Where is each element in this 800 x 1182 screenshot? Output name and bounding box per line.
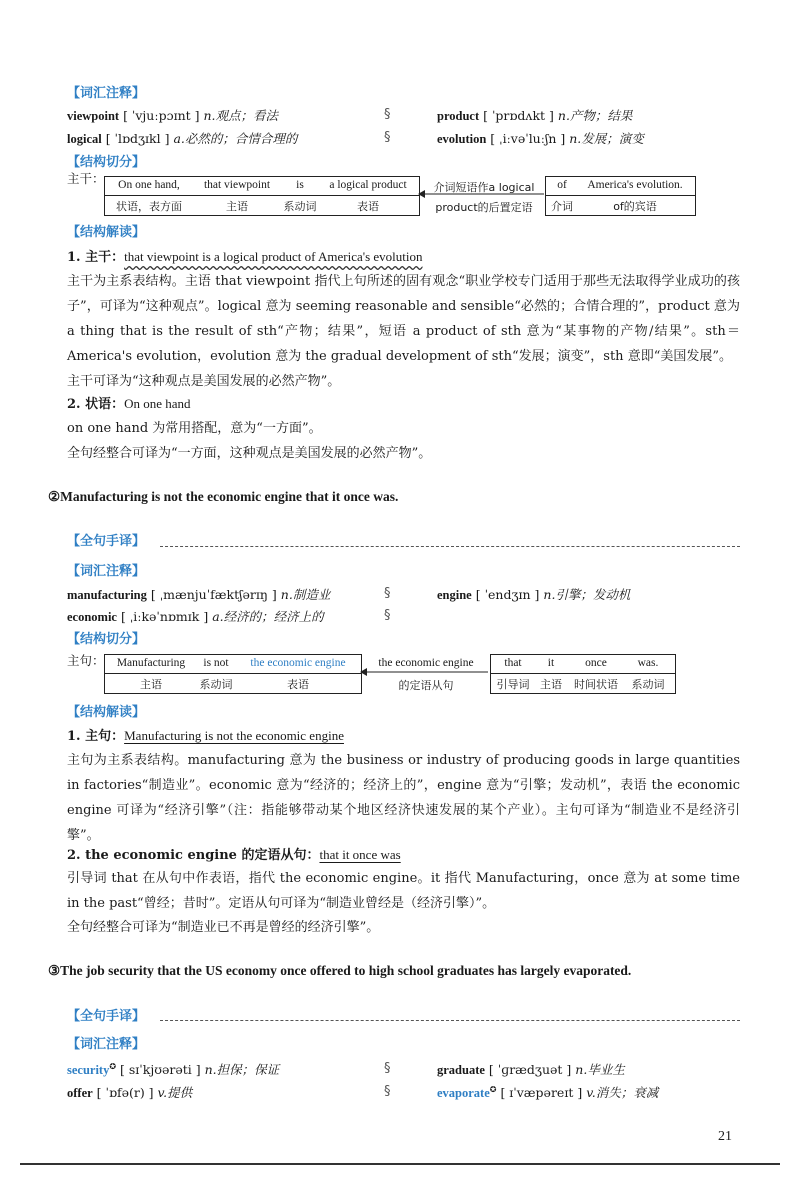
diagram-role: of的宾语 bbox=[613, 200, 657, 213]
arrow-icon bbox=[360, 666, 490, 678]
vocab-entry bbox=[67, 607, 324, 625]
diagram-cell: On one hand, bbox=[118, 179, 180, 191]
diagram-cell: was. bbox=[637, 657, 659, 669]
diagram-role: 表语 bbox=[287, 678, 309, 691]
point-sentence: that it once was bbox=[319, 847, 401, 862]
divider-squiggle: § bbox=[384, 608, 391, 623]
vocab-phonetic: [ ˈɡrædʒuət ] bbox=[488, 1062, 572, 1077]
point-title: 2. the economic engine 的定语从句： bbox=[67, 848, 320, 863]
vocab-definition: a.经济的；经济上的 bbox=[212, 609, 324, 624]
diagram-role: 主语 bbox=[140, 678, 162, 691]
vocab-word: economic bbox=[67, 610, 117, 624]
vocab-entry bbox=[437, 1083, 658, 1101]
diagram-label: 主句： bbox=[67, 653, 105, 668]
point-phrase: On one hand bbox=[124, 396, 191, 411]
page-number: 21 bbox=[718, 1129, 732, 1144]
vocab-word: product bbox=[437, 109, 480, 123]
diagram-modifier: 介词短语作a logical bbox=[433, 181, 535, 194]
vocab-definition: n.担保；保证 bbox=[204, 1062, 280, 1077]
diagram-role: 系动词 bbox=[631, 678, 665, 691]
translation-label: 【全句手译】 bbox=[67, 1009, 146, 1024]
vocab-definition: n.产物；结果 bbox=[557, 108, 633, 123]
vocab-entry bbox=[67, 1083, 192, 1101]
diagram-modifier: product的后置定语 bbox=[435, 201, 533, 214]
diagram-cell: that viewpoint bbox=[203, 179, 271, 191]
whole-translation: 全句经整合可译为“制造业已不再是曾经的经济引擎”。 bbox=[67, 920, 380, 935]
analysis-paragraph: 主干为主系表结构。主语 that viewpoint 指代上句所述的固有观念“职业学校专门适用于那些无法取得学业成功的孩子”，可译为“这种观点”。logical 意为 seeming reasonable and sensible“必然的；合情合理的”，product 意为 a thing that is the result of sth“产物；结果”，短语 a product of sth 意为“某事物的产物/结果”。sth＝America's evolution，evolution 意为 the gradual development of sth“发展；演变”，sth 意即“美国发展”。 bbox=[67, 274, 740, 364]
vocab-phonetic: [ ˈprɒdʌkt ] bbox=[483, 108, 554, 123]
diagram-cell: it bbox=[547, 657, 555, 669]
vocab-definition: n.毕业生 bbox=[575, 1062, 625, 1077]
vocab-entry bbox=[67, 129, 297, 147]
diagram-role: 引导词 bbox=[496, 678, 530, 691]
vocab-label: 【词汇注释】 bbox=[67, 1037, 146, 1052]
diagram-modifier: 的定语从句 bbox=[398, 679, 454, 692]
vocab-phonetic: [ ˌiːkəˈnɒmɪk ] bbox=[120, 609, 209, 624]
sentence-3: ③The job security that the US economy once offered to high school graduates has largely evaporated. bbox=[48, 963, 632, 978]
vocab-word: security bbox=[67, 1063, 110, 1077]
vocab-entry bbox=[67, 106, 278, 124]
translation-answer-line[interactable] bbox=[160, 546, 740, 547]
divider-squiggle: § bbox=[384, 1061, 391, 1076]
diagram-cell: of bbox=[557, 179, 567, 191]
diagram-role: 表语 bbox=[357, 200, 379, 213]
vocab-word: evaporate bbox=[437, 1086, 490, 1100]
vocab-label: 【词汇注释】 bbox=[67, 86, 146, 101]
whole-translation: 全句经整合可译为“一方面，这种观点是美国发展的必然产物”。 bbox=[67, 446, 432, 461]
vocab-entry bbox=[437, 585, 630, 603]
vocab-word: engine bbox=[437, 588, 472, 602]
point-title: 1. 主句： bbox=[67, 729, 125, 744]
diagram-role: 介词 bbox=[551, 200, 573, 213]
vocab-phonetic: [ ˌiːvəˈluːʃn ] bbox=[490, 131, 566, 146]
structure-label: 【结构切分】 bbox=[67, 632, 146, 647]
diagram-divider bbox=[490, 673, 675, 674]
point-title: 2. 状语： bbox=[67, 397, 125, 412]
vocab-word: manufacturing bbox=[67, 588, 147, 602]
translation-label: 【全句手译】 bbox=[67, 534, 146, 549]
key-word-star-icon: ✪ bbox=[109, 1061, 117, 1071]
vocab-entry bbox=[437, 1060, 625, 1078]
arrow-icon bbox=[418, 188, 548, 200]
analysis-translation: 主干可译为“这种观点是美国发展的必然产物”。 bbox=[67, 374, 341, 389]
vocab-word: graduate bbox=[437, 1063, 485, 1077]
vocab-phonetic: [ ɪˈvæpəreɪt ] bbox=[500, 1085, 583, 1100]
diagram-cell: once bbox=[585, 657, 607, 669]
divider-squiggle: § bbox=[384, 130, 391, 145]
footer-rule bbox=[20, 1163, 780, 1165]
diagram-cell: that bbox=[504, 657, 522, 669]
analysis-paragraph: 引导词 that 在从句中作表语，指代 the economic engine。it 指代 Manufacturing，once 意为 at some time in the past“曾经；昔时”。定语从句可译为“制造业曾经是（经济引擎）”。 bbox=[67, 871, 740, 911]
vocab-label: 【词汇注释】 bbox=[67, 564, 146, 579]
sentence-2: ②Manufacturing is not the economic engine that it once was. bbox=[48, 489, 399, 504]
diagram-role: 时间状语 bbox=[574, 678, 618, 691]
vocab-phonetic: [ sɪˈkjʊərəti ] bbox=[120, 1062, 201, 1077]
vocab-definition: a.必然的；合情合理的 bbox=[173, 131, 298, 146]
vocab-definition: v.提供 bbox=[157, 1085, 193, 1100]
vocab-word: offer bbox=[67, 1086, 93, 1100]
vocab-definition: n.观点；看法 bbox=[203, 108, 279, 123]
point-title: 1. 主干： bbox=[67, 250, 125, 265]
divider-squiggle: § bbox=[384, 1084, 391, 1099]
diagram-divider bbox=[104, 195, 419, 196]
diagram-divider bbox=[545, 195, 695, 196]
analysis-label: 【结构解读】 bbox=[67, 705, 146, 720]
point-sentence: that viewpoint is a logical product of America's evolution bbox=[124, 249, 423, 264]
analysis-point-2 bbox=[67, 391, 191, 417]
structure-label: 【结构切分】 bbox=[67, 155, 146, 170]
vocab-word: viewpoint bbox=[67, 109, 120, 123]
vocab-definition: n.发展；演变 bbox=[569, 131, 644, 146]
diagram-cell: Manufacturing bbox=[116, 657, 186, 669]
vocab-definition: n.引擎；发动机 bbox=[543, 587, 631, 602]
vocab-phonetic: [ ˈlɒdʒɪkl ] bbox=[105, 131, 170, 146]
vocab-phonetic: [ ˌmænjuˈfæktʃərɪŋ ] bbox=[150, 587, 277, 602]
diagram-role: 主语 bbox=[540, 678, 562, 691]
vocab-definition: v.消失；衰减 bbox=[586, 1085, 659, 1100]
analysis-label: 【结构解读】 bbox=[67, 225, 146, 240]
vocab-word: evolution bbox=[437, 132, 487, 146]
diagram-cell: is bbox=[296, 179, 304, 191]
vocab-entry bbox=[67, 1060, 279, 1078]
diagram-cell: a logical product bbox=[329, 179, 407, 191]
divider-squiggle: § bbox=[384, 586, 391, 601]
divider-squiggle: § bbox=[384, 107, 391, 122]
vocab-word: logical bbox=[67, 132, 102, 146]
analysis-paragraph: 主句为主系表结构。manufacturing 意为 the business or industry of producing goods in large quantities in factories“制造业”。economic 意为“经济的；经济上的”，engine 意为“引擎；发动机”，表语 the economic engine 可译为“经济引擎”（注：指能够带动某个地区经济快速发展的某个产业）。主句可译为“制造业不是经济引擎”。 bbox=[67, 753, 740, 843]
analysis-point-1 bbox=[67, 723, 344, 749]
diagram-modifier: the economic engine bbox=[378, 657, 474, 669]
analysis-point-1 bbox=[67, 244, 423, 270]
translation-answer-line[interactable] bbox=[160, 1020, 740, 1021]
analysis-paragraph: on one hand 为常用搭配，意为“一方面”。 bbox=[67, 421, 322, 436]
vocab-phonetic: [ ˈvjuːpɔɪnt ] bbox=[123, 108, 200, 123]
diagram-role: 主语 bbox=[226, 200, 248, 213]
vocab-entry bbox=[437, 106, 632, 124]
vocab-entry bbox=[67, 585, 330, 603]
diagram-cell: America's evolution. bbox=[587, 179, 683, 191]
diagram-cell: the economic engine bbox=[250, 657, 346, 669]
diagram-label: 主干： bbox=[67, 171, 105, 186]
diagram-role: 系动词 bbox=[199, 678, 233, 691]
vocab-definition: n.制造业 bbox=[280, 587, 331, 602]
vocab-entry bbox=[437, 129, 644, 147]
diagram-role: 系动词 bbox=[283, 200, 317, 213]
vocab-phonetic: [ ˈendʒɪn ] bbox=[475, 587, 540, 602]
point-sentence: Manufacturing is not the economic engine bbox=[124, 728, 344, 743]
analysis-point-2 bbox=[67, 842, 401, 868]
diagram-cell: is not bbox=[203, 657, 229, 669]
diagram-role: 状语，表方面 bbox=[116, 200, 182, 213]
vocab-phonetic: [ ˈɒfə(r) ] bbox=[96, 1085, 154, 1100]
diagram-divider bbox=[104, 673, 361, 674]
key-word-star-icon: ✪ bbox=[489, 1084, 497, 1094]
